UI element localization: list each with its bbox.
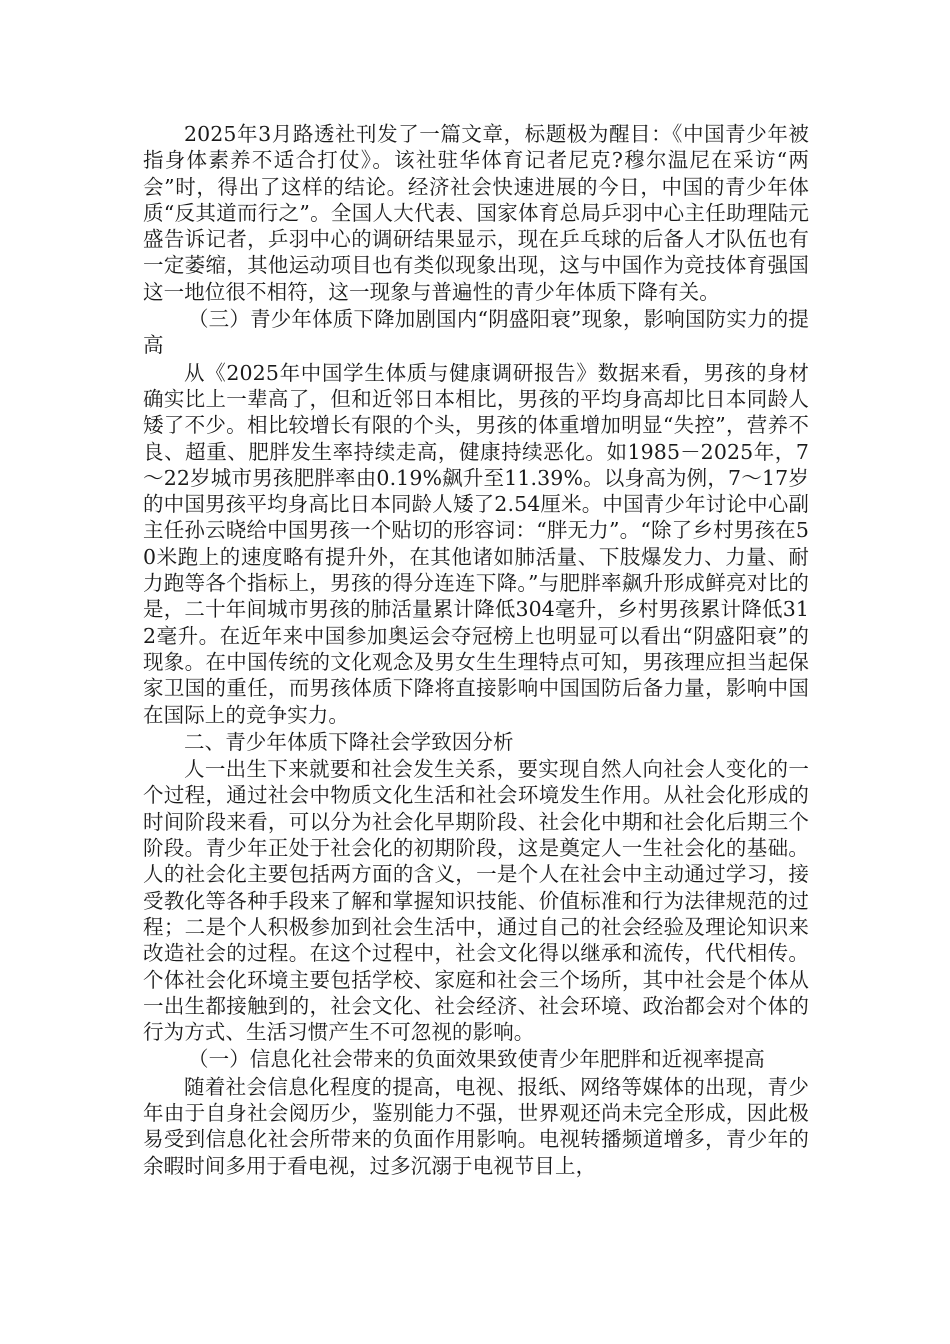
subheading-yin-sheng-yang-shuai: （三）青少年体质下降加剧国内“阴盛阳衰”现象，影响国防实力的提高 — [143, 307, 809, 358]
paragraph-reuters-report: 2025年3月路透社刊发了一篇文章，标题极为醒目：《中国青少年被指身体素养不适合打仗》。该社驻华体育记者尼克?穆尔温尼在采访“两会”时，得出了这样的结论。经济社会快速进展的今日，中国的青少年体质“反其道而行之”。全国人大代表、国家体育总局乒羽中心主任助理陆元盛告诉记者，乒羽中心的调研结果显示，现在乒乓球的后备人才队伍也有一定萎缩，其他运动项目也有类似现象出现，这与中国作为竞技体育强国这一地位很不相符，这一现象与普遍性的青少年体质下降有关。 — [143, 122, 809, 304]
heading-sociological-causes: 二、青少年体质下降社会学致因分析 — [184, 729, 514, 754]
paragraph-socialization: 人一出生下来就要和社会发生关系，要实现自然人向社会人变化的一个过程，通过社会中物质文化生活和社会环境发生作用。从社会化形成的时间阶段来看，可以分为社会化早期阶段、社会化中期和社会化后期三个阶段。青少年正处于社会化的初期阶段，这是奠定人一生社会化的基础。人的社会化主要包括两方面的含义，一是个人在社会中主动通过学习，接受教化等各种手段来了解和掌握知识技能、价值标准和行为法律规范的过程；二是个人积极参加到社会生活中，通过自己的社会经验及理论知识来改造社会的过程。在这个过程中，社会文化得以继承和流传，代代相传。个体社会化环境主要包括学校、家庭和社会三个场所，其中社会是个体从一出生都接触到的，社会文化、社会经济、社会环境、政治都会对个体的行为方式、生活习惯产生不可忽视的影响。 — [143, 757, 809, 1045]
document-body — [143, 121, 809, 1179]
subheading-informatization-effects: （一）信息化社会带来的负面效果致使青少年肥胖和近视率提高 — [188, 1047, 765, 1072]
paragraph-media-influence: 随着社会信息化程度的提高，电视、报纸、网络等媒体的出现，青少年由于自身社会阅历少，鉴别能力不强，世界观还尚未完全形成，因此极易受到信息化社会所带来的负面作用影响。电视转播频道增多，青少年的余暇时间多用于看电视，过多沉溺于电视节目上， — [143, 1074, 809, 1178]
paragraph-boys-physique-data: 从《2025年中国学生体质与健康调研报告》数据来看，男孩的身材确实比上一辈高了，但和近邻日本相比，男孩的平均身高却比日本同龄人矮了不少。相比较增长有限的个头，男孩的体重增加明显“失控”，营养不良、超重、肥胖发生率持续走高，健康持续恶化。如1985－2025年，7～22岁城市男孩肥胖率由0.19%飙升至11.39%。以身高为例，7～17岁的中国男孩平均身高比日本同龄人矮了2.54厘米。中国青少年讨论中心副主任孙云晓给中国男孩一个贴切的形容词：“胖无力”。“除了乡村男孩在50米跑上的速度略有提升外，在其他诸如肺活量、下肢爆发力、力量、耐力跑等各个指标上，男孩的得分连连下降。”与肥胖率飙升形成鲜亮对比的是，二十年间城市男孩的肺活量累计降低304毫升，乡村男孩累计降低312毫升。在近年来中国参加奥运会夺冠榜上也明显可以看出“阴盛阳衰”的现象。在中国传统的文化观念及男女生生理特点可知，男孩理应担当起保家卫国的重任，而男孩体质下降将直接影响中国国防后备力量，影响中国在国际上的竞争实力。 — [143, 360, 809, 727]
